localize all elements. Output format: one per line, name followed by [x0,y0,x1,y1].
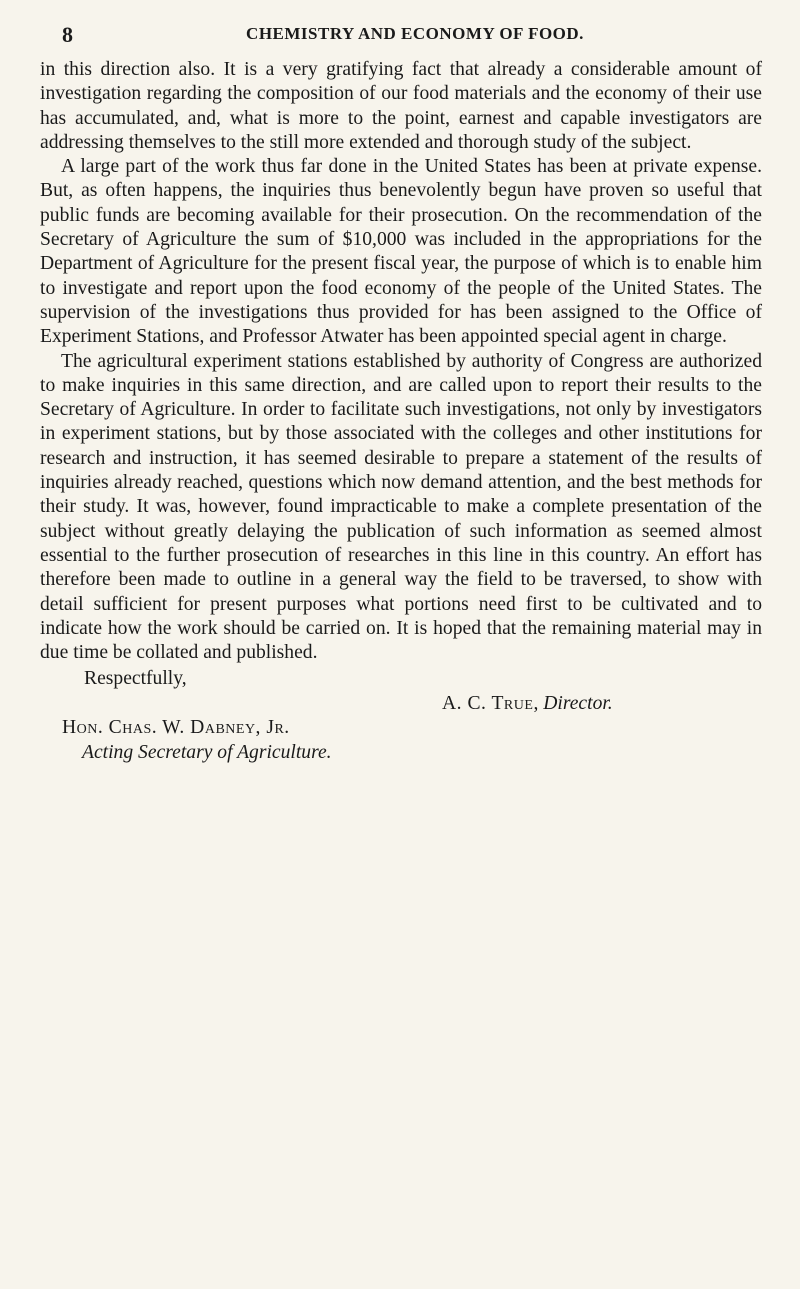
recipient-title: Acting Secretary of Agriculture. [82,742,332,763]
paragraph-2: A large part of the work thus far done in the United States has been at private expense. But, as often happens, the inquiries thus benevolently begun have proven so useful that public funds are becoming available for their prosecution. On the recommendation of the Secretary of Agriculture the sum of $10,000 was included in the appropriations for the Department of Agriculture for the present fiscal year, the purpose of which is to enable him to investigate and report upon the food economy of the people of the United States. The supervision of the investigations thus provided for has been assigned to the Office of Experiment Stations, and Professor Atwater has been appointed special agent in charge. [40,156,762,348]
signer-name: A. C. True [442,693,534,714]
page-header [62,22,762,48]
signer-title: Director. [543,693,613,714]
page-number: 8 [62,22,73,47]
paragraph-1: in this direction also. It is a very gratifying fact that already a considerable amount of investigation regarding the composition of our food materials and the economy of their use has accumulated, and, what is more to the point, earnest and capable investigators are addressing themselves to the still more extended and thorough study of the subject. [40,59,762,153]
salutation: Respectfully, [84,668,187,689]
recipient-name: Hon. Chas. W. Dabney, Jr. [62,717,290,738]
running-head: CHEMISTRY AND ECONOMY OF FOOD. [246,24,584,43]
signature: A. C. True, Director. [442,693,613,714]
body-text [40,58,762,665]
paragraph-3: The agricultural experiment stations established by authority of Congress are authorized to make inquiries in this same direction, and are called upon to report their results to the Secretary of Agriculture. In order to facilitate such investigations, not only by investigators in experiment stations, but by those associated with the colleges and other institutions for research and instruction, it has seemed desirable to prepare a statement of the results of inquiries already reached, questions which now demand attention, and the best methods for their study. It was, however, found impracticable to make a complete presentation of the subject without greatly delaying the publication of such information as seemed almost essential to the further prosecution of researches in this line in this country. An effort has therefore been made to outline in a general way the field to be traversed, to show with detail sufficient for present purposes what portions need first to be cultivated and to indicate how the work should be carried on. It is hoped that the remaining material may in due time be collated and published. [40,350,762,664]
